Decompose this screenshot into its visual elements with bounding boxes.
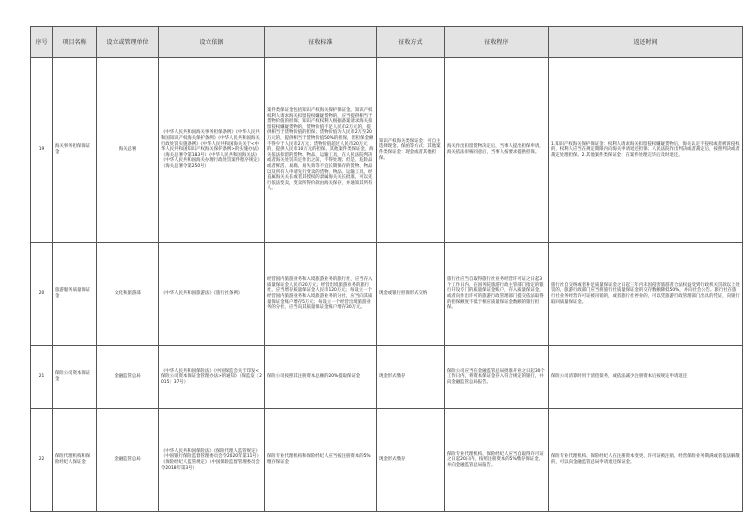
table-row bbox=[31, 409, 743, 512]
cell-no: 20 bbox=[31, 243, 53, 346]
cell-procedure: 保险公司应当在金融监管总局批准开业之日起30个工作日内，将资本保证金存入符合规定的银行，并向金融监管总局报告。 bbox=[445, 346, 549, 409]
cell-basis: 《中华人民共和国海关事务担保条例》《中华人民共和国知识产权海关保护条例》《中华人民共和国海关行政处罚实施条例》《中华人民共和国海关关于<中华人民共和国知识产权海关保护条例>的实施办法》（海关总署令第183号）《中华人民共和国海关法》《中华人民共和国海关办理行政处罚案件程序规定》（海关总署令第250号） bbox=[159, 58, 265, 243]
cell-method: 现金形式缴存 bbox=[377, 409, 445, 512]
cell-basis: 《中华人民共和国保险法》《保险代理人监管规定》（中国银行保险监督管理委员会令2020年第11号）《保险经纪人监管规定》（中国保险监督管理委员会令2018年第3号） bbox=[159, 409, 265, 512]
cell-no: 19 bbox=[31, 58, 53, 243]
cell-no: 22 bbox=[31, 409, 53, 512]
header-procedure: 征收程序 bbox=[445, 27, 549, 58]
cell-procedure: 海关作出扣留货物决定后，当事人提出担保申请，海关依法审核同意后，当事人按要求提供担保。 bbox=[445, 58, 549, 243]
cell-method: 现金或银行担保形式交纳 bbox=[377, 243, 445, 346]
cell-refund: 保险专业代理机构、保险经纪人在注册资本变更、许可证被注销、经营保险业务期满或者依法解散的，可以向金融监管总局申请退还保证金。 bbox=[549, 409, 743, 512]
header-no: 序号 bbox=[31, 27, 53, 58]
table-header-row bbox=[31, 27, 743, 58]
table-row bbox=[31, 58, 743, 243]
table-row bbox=[31, 243, 743, 346]
cell-unit: 文化和旅游部 bbox=[97, 243, 159, 346]
cell-unit: 金融监管总局 bbox=[97, 409, 159, 512]
cell-name: 海关事务担保保证金 bbox=[53, 58, 97, 243]
cell-standard: 保险公司按照其注册资本总额的20%提取保证金 bbox=[265, 346, 377, 409]
header-refund: 返还时间 bbox=[549, 27, 743, 58]
cell-unit: 海关总署 bbox=[97, 58, 159, 243]
cell-unit: 金融监管总局 bbox=[97, 346, 159, 409]
cell-procedure: 旅行社应当自取得旅行社业务经营许可证之日起3个工作日内，在国务院旅游行政主管部门指定的银行开设专门的质量保证金账户，存入质量保证金，或者向作出许可的旅游行政管理部门提交依法取得的担保额度不低于相应质量保证金数额的银行担保。 bbox=[445, 243, 549, 346]
cell-name: 旅游服务质量保证金 bbox=[53, 243, 97, 346]
table-row bbox=[31, 346, 743, 409]
cell-method: 知识产权海关类保证金：可自主选择现金、保函等方式；其他案件类保证金：现金或者其他担保。 bbox=[377, 58, 445, 243]
cell-standard: 保险专业代理机构和保险经纪人应当按注册资本的5%缴存保证金 bbox=[265, 409, 377, 512]
cell-standard: 案件类保证金包括知识产权海关保护保证金。知识产权权利人请求海关扣留侵权嫌疑货物的，应当提供相当于货物价值的担保；知识产权权利人根据备案请求海关扣留侵权嫌疑货物的，货物价值不足人民币2万元的，提供相当于货物价值的担保；货物价值为人民币2万至20万元的，提供相当于货物价值50%的担保，但担保金额不得少于人民币2万元；货物价值超过人民币20万元的，提供人民币10万元的担保。其他案件类保证金，海关依法扣留的货物、物品、运输工具，在人民法院判决或者海关处罚决定作出之前，不得处理；但是，危险品或者鲜活、易腐、易失效等不宜长期保存的货物、物品以及所有人申请先行变卖的货物、物品、运输工具，经直属海关关长或者其授权的隶属海关关长批准，可以先行依法变卖，变卖所得价款由海关保存，并通知其所有人。 bbox=[265, 58, 377, 243]
cell-refund: 旅行社自交纳或者补足质量保证金之日起三年内未因侵害旅游者合法权益受到行政机关罚款以上处罚的，旅游行政部门应当将旅行社质量保证金的交存数额降低50%，并向社会公告。旅行社在旅行社业务经营许可证被吊销的，或者旅行社停业的，可以凭旅游行政管理部门出具的凭证，向银行取回质量保证金。 bbox=[549, 243, 743, 346]
cell-name: 保险代理机构和保险经纪人保证金 bbox=[53, 409, 97, 512]
header-name: 项目名称 bbox=[53, 27, 97, 58]
cell-refund: 保险公司清算时用于清偿债务，或依法减少注册资本后按规定申请返还 bbox=[549, 346, 743, 409]
header-standard: 征收标准 bbox=[265, 27, 377, 58]
cell-no: 21 bbox=[31, 346, 53, 409]
cell-name: 保险公司资本保证金 bbox=[53, 346, 97, 409]
cell-basis: 《中华人民共和国旅游法》《旅行社条例》 bbox=[159, 243, 265, 346]
cell-refund: 1.知识产权海关保护保证金：权利人请求海关扣留侵权嫌疑货物后，海关认定不侵权或者被诉侵权的，权利人应当在规定期限内向海关申请退还担保；人民法院作出判决或者裁定后，按照判决或者裁定处理担保。2.其他案件类保证金：在案件处理完毕后及时退还。 bbox=[549, 58, 743, 243]
cell-basis: 《中华人民共和国保险法》《中国保监会关于印发<保险公司资本保证金管理办法>的通知》（保监发〔2015〕37号） bbox=[159, 346, 265, 409]
header-method: 征收方式 bbox=[377, 27, 445, 58]
cell-method: 现金形式缴存 bbox=[377, 346, 445, 409]
header-basis: 设立依据 bbox=[159, 27, 265, 58]
cell-procedure: 保险专业代理机构、保险经纪人应当自取得许可证之日起20日内，按照注册资本的5%缴存保证金，并向金融监管总局报告。 bbox=[445, 409, 549, 512]
header-unit: 设立或管理单位 bbox=[97, 27, 159, 58]
cell-standard: 经营国内旅游业务和入境旅游业务的旅行社，应当存入质量保证金人民币20万元；经营出境旅游业务的旅行社，应当增存质量保证金人民币120万元；每设立一个经营国内旅游业务和入境旅游业务的分社，应当向其质量保证金账户增存5万元；每设立一个经营出境旅游业务的分社，应当向其质量保证金账户增存30万元。 bbox=[265, 243, 377, 346]
guarantee-deposit-table bbox=[30, 26, 743, 512]
